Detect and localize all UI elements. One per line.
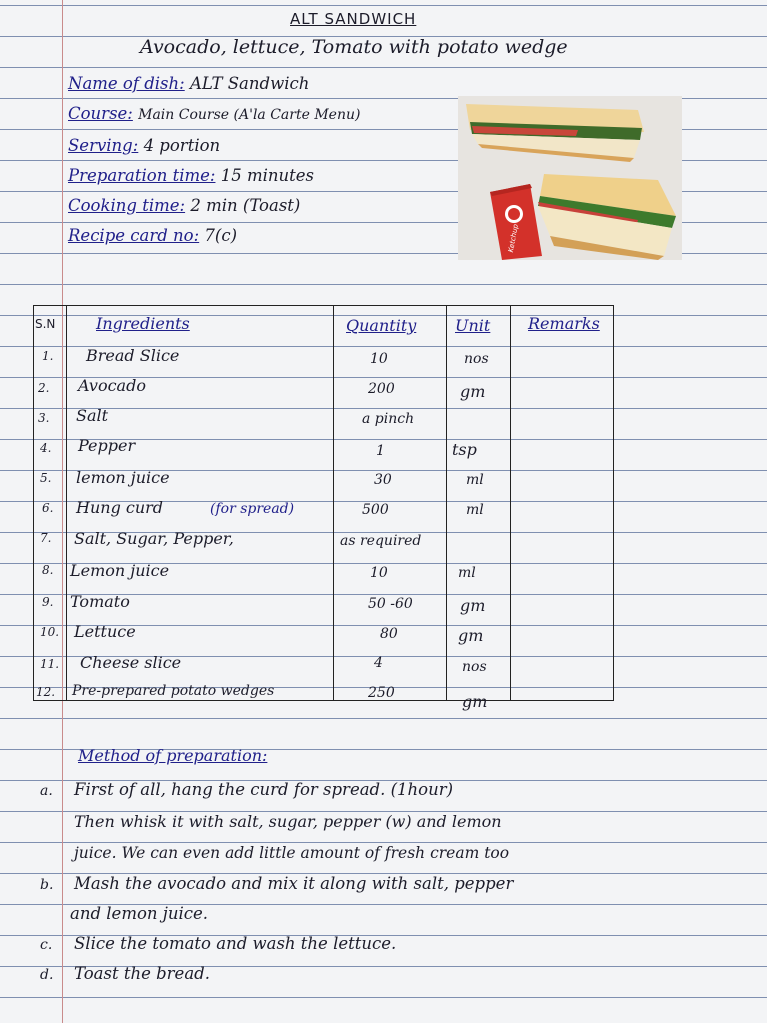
serving-line <box>68 138 220 155</box>
row-ingredient: Pepper <box>78 436 136 455</box>
row-unit: gm <box>462 692 488 711</box>
sandwich-photo <box>458 96 682 260</box>
step-letter: c. <box>40 937 53 953</box>
row-sn: 8. <box>42 563 54 577</box>
row-unit: gm <box>460 382 486 401</box>
step-text: and lemon juice. <box>70 904 209 923</box>
row-sn: 11. <box>40 657 60 671</box>
step-text: juice. We can even add little amount of fresh cream too <box>74 844 510 862</box>
recipe-card-line <box>68 228 237 245</box>
row-quantity: 10 <box>370 351 388 367</box>
row-sn: 4. <box>40 441 52 455</box>
row-quantity: 1 <box>376 443 385 459</box>
row-unit: ml <box>466 472 484 488</box>
step-text: Then whisk it with salt, sugar, pepper (w) and lemon <box>74 812 502 831</box>
dish-name-line <box>68 76 309 93</box>
row-ingredient: Tomato <box>70 592 130 611</box>
recipe-subtitle: Avocado, lettuce, Tomato with potato wedge <box>140 36 568 58</box>
table-divider <box>66 305 67 701</box>
recipe-card-label: Recipe card no: <box>68 226 200 245</box>
row-unit: nos <box>462 659 487 675</box>
header-unit: Unit <box>455 316 491 335</box>
row-ingredient: Pre-prepared potato wedges <box>72 683 275 699</box>
table-divider <box>510 305 511 701</box>
row-ingredient: Salt, Sugar, Pepper, <box>74 529 234 548</box>
header-sn: S.N <box>35 317 56 331</box>
serving-value: 4 portion <box>143 136 221 155</box>
recipe-title: ALT SANDWICH <box>290 10 417 28</box>
step-letter: b. <box>40 877 54 893</box>
row-quantity: 50 -60 <box>368 596 413 612</box>
row-ingredient-note: (for spread) <box>210 501 295 517</box>
row-ingredient: Cheese slice <box>80 653 182 672</box>
row-sn: 12. <box>36 685 56 699</box>
row-quantity: as required <box>340 533 422 549</box>
method-step <box>40 936 396 953</box>
row-ingredient: Lettuce <box>74 622 136 641</box>
row-sn: 9. <box>42 595 54 609</box>
row-unit: tsp <box>452 440 477 459</box>
step-text: Toast the bread. <box>74 964 210 983</box>
row-sn: 6. <box>42 501 54 515</box>
course-label: Course: <box>68 104 133 123</box>
dish-name-label: Name of dish: <box>68 74 185 93</box>
row-quantity: 10 <box>370 565 388 581</box>
step-letter: d. <box>40 967 54 983</box>
cook-time-value: 2 min (Toast) <box>190 196 301 215</box>
cook-time-label: Cooking time: <box>68 196 186 215</box>
cook-time-line <box>68 198 300 215</box>
row-ingredient: lemon juice <box>76 468 170 487</box>
row-quantity: 4 <box>374 655 383 671</box>
row-sn: 1. <box>42 349 54 363</box>
method-title: Method of preparation: <box>78 746 268 765</box>
ketchup-box-label: Ketchup <box>506 223 520 253</box>
method-step <box>40 966 210 983</box>
row-quantity: 500 <box>362 502 389 518</box>
row-sn: 3. <box>38 411 50 425</box>
prep-time-label: Preparation time: <box>68 166 216 185</box>
prep-time-value: 15 minutes <box>220 166 314 185</box>
row-sn: 2. <box>38 381 50 395</box>
row-ingredient: Lemon juice <box>70 561 170 580</box>
row-sn: 10. <box>40 625 60 639</box>
header-ingredients: Ingredients <box>96 314 190 333</box>
row-ingredient: Hung curd <box>76 498 164 517</box>
step-text: Mash the avocado and mix it along with salt, pepper <box>74 874 514 893</box>
step-text: Slice the tomato and wash the lettuce. <box>74 934 397 953</box>
row-quantity: a pinch <box>362 411 415 427</box>
method-step <box>40 876 513 893</box>
row-ingredient: Bread Slice <box>86 346 180 365</box>
recipe-card-value: 7(c) <box>204 226 238 245</box>
row-unit: ml <box>458 565 476 581</box>
header-remarks: Remarks <box>528 314 600 333</box>
dish-name-value: ALT Sandwich <box>189 74 310 93</box>
step-text: First of all, hang the curd for spread. (1hour) <box>74 780 454 799</box>
row-quantity: 250 <box>368 685 395 701</box>
sandwich-illustration <box>458 96 682 260</box>
header-quantity: Quantity <box>346 316 417 335</box>
row-sn: 5. <box>40 471 52 485</box>
course-line <box>68 106 360 123</box>
row-ingredient: Salt <box>76 406 109 425</box>
row-unit: gm <box>458 626 484 645</box>
row-quantity: 200 <box>368 381 395 397</box>
prep-time-line <box>68 168 314 185</box>
course-value: Main Course (A'la Carte Menu) <box>138 107 361 123</box>
row-quantity: 30 <box>374 472 392 488</box>
row-unit: ml <box>466 502 484 518</box>
step-letter: a. <box>40 783 53 799</box>
table-divider <box>446 305 447 701</box>
row-unit: nos <box>464 351 489 367</box>
method-step <box>40 782 453 799</box>
row-quantity: 80 <box>380 626 398 642</box>
row-ingredient: Avocado <box>78 376 146 395</box>
serving-label: Serving: <box>68 136 139 155</box>
row-unit: gm <box>460 596 486 615</box>
row-sn: 7. <box>40 531 52 545</box>
table-divider <box>333 305 334 701</box>
